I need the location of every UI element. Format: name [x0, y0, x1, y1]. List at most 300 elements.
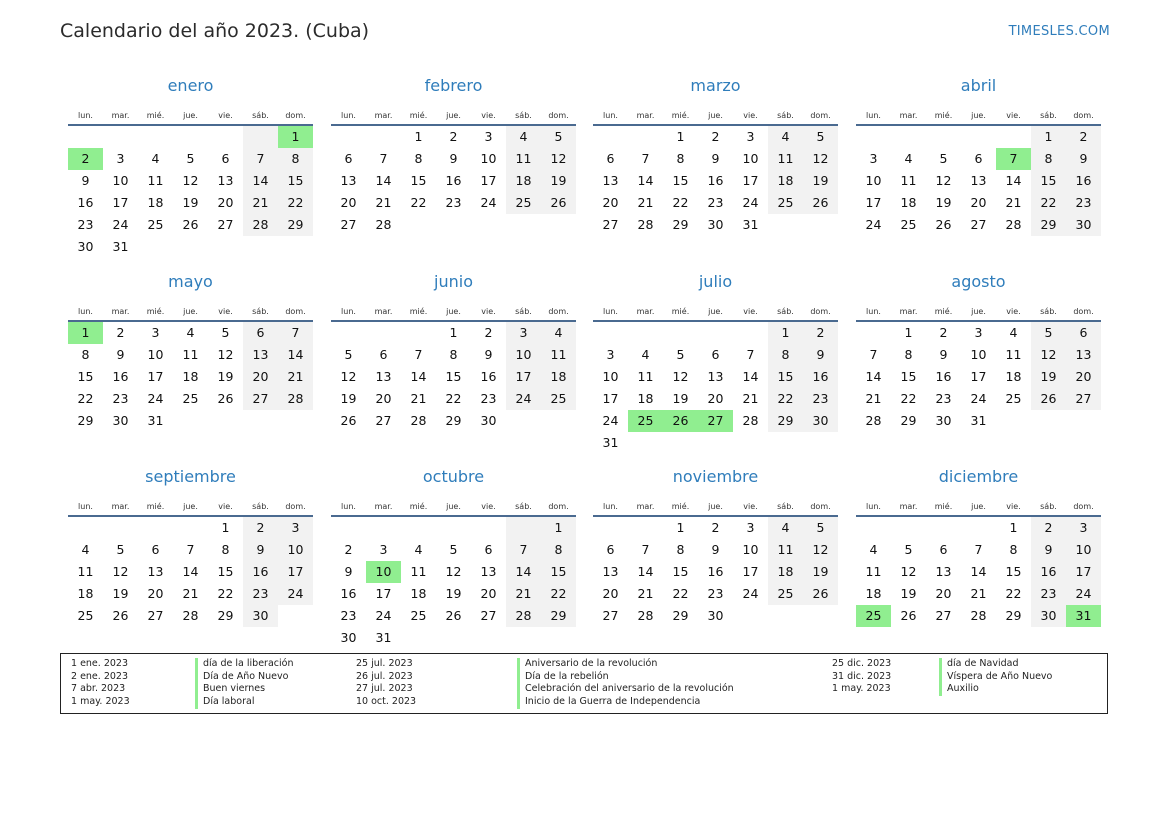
day-cell[interactable]: 18 — [147, 195, 164, 210]
day-cell[interactable]: 24 — [602, 413, 619, 428]
day-cell[interactable]: 18 — [900, 195, 917, 210]
day-cell[interactable]: 14 — [410, 369, 427, 384]
day-cell[interactable]: 17 — [742, 564, 759, 579]
day-cell[interactable]: 9 — [484, 347, 493, 362]
day-cell[interactable]: 27 — [698, 410, 733, 432]
day-cell[interactable]: 11 — [182, 347, 199, 362]
day-cell[interactable]: 27 — [147, 608, 164, 623]
day-cell[interactable]: 30 — [77, 239, 94, 254]
day-cell[interactable]: 11 — [768, 148, 803, 170]
day-cell[interactable]: 16 — [1031, 561, 1066, 583]
day-cell[interactable]: 6 — [344, 151, 353, 166]
day-cell[interactable]: 10 — [366, 561, 401, 583]
day-cell[interactable]: 23 — [112, 391, 129, 406]
day-cell[interactable]: 12 — [803, 148, 838, 170]
day-cell[interactable]: 3 — [606, 347, 615, 362]
day-cell[interactable]: 31 — [970, 413, 987, 428]
day-cell[interactable]: 17 — [278, 561, 313, 583]
day-cell[interactable]: 25 — [628, 410, 663, 432]
day-cell[interactable]: 6 — [711, 347, 720, 362]
day-cell[interactable]: 15 — [278, 170, 313, 192]
day-cell[interactable]: 9 — [711, 151, 720, 166]
day-cell[interactable]: 28 — [506, 605, 541, 627]
day-cell[interactable]: 21 — [637, 195, 654, 210]
day-cell[interactable]: 21 — [1005, 195, 1022, 210]
day-cell[interactable]: 16 — [935, 369, 952, 384]
day-cell[interactable]: 2 — [484, 325, 493, 340]
day-cell[interactable]: 20 — [602, 586, 619, 601]
day-cell[interactable]: 28 — [243, 214, 278, 236]
day-cell[interactable]: 20 — [340, 195, 357, 210]
day-cell[interactable]: 13 — [217, 173, 234, 188]
day-cell[interactable]: 22 — [217, 586, 234, 601]
day-cell[interactable]: 25 — [768, 583, 803, 605]
day-cell[interactable]: 1 — [541, 517, 576, 539]
day-cell[interactable]: 9 — [1031, 539, 1066, 561]
day-cell[interactable]: 29 — [672, 217, 689, 232]
day-cell[interactable]: 24 — [970, 391, 987, 406]
day-cell[interactable]: 29 — [445, 413, 462, 428]
day-cell[interactable]: 4 — [541, 322, 576, 344]
day-cell[interactable]: 9 — [81, 173, 90, 188]
day-cell[interactable]: 8 — [904, 347, 913, 362]
day-cell[interactable]: 15 — [217, 564, 234, 579]
day-cell[interactable]: 26 — [663, 410, 698, 432]
day-cell[interactable]: 16 — [1066, 170, 1101, 192]
day-cell[interactable]: 30 — [707, 217, 724, 232]
day-cell[interactable]: 19 — [935, 195, 952, 210]
day-cell[interactable]: 29 — [900, 413, 917, 428]
day-cell[interactable]: 18 — [506, 170, 541, 192]
day-cell[interactable]: 5 — [803, 126, 838, 148]
day-cell[interactable]: 26 — [541, 192, 576, 214]
day-cell[interactable]: 16 — [707, 173, 724, 188]
day-cell[interactable]: 25 — [182, 391, 199, 406]
day-cell[interactable]: 2 — [68, 148, 103, 170]
day-cell[interactable]: 22 — [672, 586, 689, 601]
day-cell[interactable]: 3 — [379, 542, 388, 557]
day-cell[interactable]: 24 — [742, 586, 759, 601]
day-cell[interactable]: 25 — [77, 608, 94, 623]
day-cell[interactable]: 31 — [147, 413, 164, 428]
day-cell[interactable]: 28 — [637, 217, 654, 232]
day-cell[interactable]: 5 — [344, 347, 353, 362]
day-cell[interactable]: 16 — [707, 564, 724, 579]
day-cell[interactable]: 12 — [672, 369, 689, 384]
day-cell[interactable]: 8 — [676, 542, 685, 557]
day-cell[interactable]: 14 — [970, 564, 987, 579]
day-cell[interactable]: 20 — [147, 586, 164, 601]
day-cell[interactable]: 16 — [480, 369, 497, 384]
day-cell[interactable]: 7 — [974, 542, 983, 557]
day-cell[interactable]: 8 — [414, 151, 423, 166]
day-cell[interactable]: 13 — [147, 564, 164, 579]
day-cell[interactable]: 15 — [900, 369, 917, 384]
day-cell[interactable]: 21 — [742, 391, 759, 406]
day-cell[interactable]: 15 — [1005, 564, 1022, 579]
day-cell[interactable]: 17 — [970, 369, 987, 384]
day-cell[interactable]: 24 — [147, 391, 164, 406]
day-cell[interactable]: 15 — [445, 369, 462, 384]
day-cell[interactable]: 21 — [243, 192, 278, 214]
day-cell[interactable]: 2 — [1031, 517, 1066, 539]
day-cell[interactable]: 24 — [1066, 583, 1101, 605]
day-cell[interactable]: 2 — [803, 322, 838, 344]
day-cell[interactable]: 23 — [803, 388, 838, 410]
day-cell[interactable]: 28 — [375, 217, 392, 232]
day-cell[interactable]: 4 — [641, 347, 650, 362]
day-cell[interactable]: 23 — [340, 608, 357, 623]
day-cell[interactable]: 6 — [484, 542, 493, 557]
day-cell[interactable]: 9 — [449, 151, 458, 166]
day-cell[interactable]: 26 — [182, 217, 199, 232]
day-cell[interactable]: 22 — [768, 388, 803, 410]
day-cell[interactable]: 13 — [935, 564, 952, 579]
day-cell[interactable]: 5 — [541, 126, 576, 148]
day-cell[interactable]: 17 — [480, 173, 497, 188]
day-cell[interactable]: 16 — [112, 369, 129, 384]
day-cell[interactable]: 1 — [676, 520, 685, 535]
day-cell[interactable]: 22 — [445, 391, 462, 406]
day-cell[interactable]: 30 — [935, 413, 952, 428]
day-cell[interactable]: 5 — [186, 151, 195, 166]
day-cell[interactable]: 10 — [112, 173, 129, 188]
day-cell[interactable]: 16 — [243, 561, 278, 583]
day-cell[interactable]: 27 — [340, 217, 357, 232]
day-cell[interactable]: 25 — [541, 388, 576, 410]
day-cell[interactable]: 12 — [217, 347, 234, 362]
day-cell[interactable]: 24 — [375, 608, 392, 623]
day-cell[interactable]: 12 — [803, 539, 838, 561]
day-cell[interactable]: 19 — [445, 586, 462, 601]
day-cell[interactable]: 2 — [116, 325, 125, 340]
day-cell[interactable]: 23 — [1066, 192, 1101, 214]
day-cell[interactable]: 14 — [865, 369, 882, 384]
day-cell[interactable]: 1 — [68, 322, 103, 344]
day-cell[interactable]: 1 — [1009, 520, 1018, 535]
day-cell[interactable]: 21 — [182, 586, 199, 601]
day-cell[interactable]: 14 — [278, 344, 313, 366]
day-cell[interactable]: 13 — [970, 173, 987, 188]
day-cell[interactable]: 20 — [602, 195, 619, 210]
day-cell[interactable]: 10 — [602, 369, 619, 384]
day-cell[interactable]: 19 — [340, 391, 357, 406]
day-cell[interactable]: 13 — [340, 173, 357, 188]
day-cell[interactable]: 14 — [243, 170, 278, 192]
day-cell[interactable]: 29 — [1031, 214, 1066, 236]
day-cell[interactable]: 16 — [77, 195, 94, 210]
day-cell[interactable]: 28 — [865, 413, 882, 428]
day-cell[interactable]: 15 — [1031, 170, 1066, 192]
day-cell[interactable]: 18 — [182, 369, 199, 384]
brand-link[interactable]: TIMESLES.COM — [1008, 24, 1110, 39]
day-cell[interactable]: 24 — [742, 195, 759, 210]
day-cell[interactable]: 27 — [217, 217, 234, 232]
day-cell[interactable]: 7 — [186, 542, 195, 557]
day-cell[interactable]: 8 — [1009, 542, 1018, 557]
day-cell[interactable]: 29 — [217, 608, 234, 623]
day-cell[interactable]: 3 — [1066, 517, 1101, 539]
day-cell[interactable]: 26 — [445, 608, 462, 623]
day-cell[interactable]: 29 — [1005, 608, 1022, 623]
day-cell[interactable]: 9 — [711, 542, 720, 557]
day-cell[interactable]: 26 — [340, 413, 357, 428]
day-cell[interactable]: 17 — [742, 173, 759, 188]
day-cell[interactable]: 14 — [1005, 173, 1022, 188]
day-cell[interactable]: 19 — [541, 170, 576, 192]
day-cell[interactable]: 28 — [970, 608, 987, 623]
day-cell[interactable]: 5 — [676, 347, 685, 362]
day-cell[interactable]: 5 — [939, 151, 948, 166]
day-cell[interactable]: 26 — [803, 192, 838, 214]
day-cell[interactable]: 7 — [414, 347, 423, 362]
day-cell[interactable]: 19 — [1031, 366, 1066, 388]
day-cell[interactable]: 25 — [1005, 391, 1022, 406]
day-cell[interactable]: 24 — [112, 217, 129, 232]
day-cell[interactable]: 11 — [1005, 347, 1022, 362]
day-cell[interactable]: 15 — [768, 366, 803, 388]
day-cell[interactable]: 26 — [900, 608, 917, 623]
day-cell[interactable]: 1 — [768, 322, 803, 344]
day-cell[interactable]: 25 — [856, 605, 891, 627]
day-cell[interactable]: 12 — [541, 148, 576, 170]
day-cell[interactable]: 22 — [541, 583, 576, 605]
day-cell[interactable]: 5 — [1031, 322, 1066, 344]
day-cell[interactable]: 28 — [278, 388, 313, 410]
day-cell[interactable]: 22 — [1005, 586, 1022, 601]
day-cell[interactable]: 25 — [147, 217, 164, 232]
day-cell[interactable]: 8 — [1031, 148, 1066, 170]
day-cell[interactable]: 8 — [221, 542, 230, 557]
day-cell[interactable]: 1 — [449, 325, 458, 340]
day-cell[interactable]: 21 — [506, 583, 541, 605]
day-cell[interactable]: 20 — [707, 391, 724, 406]
day-cell[interactable]: 7 — [996, 148, 1031, 170]
day-cell[interactable]: 12 — [112, 564, 129, 579]
day-cell[interactable]: 4 — [186, 325, 195, 340]
day-cell[interactable]: 24 — [480, 195, 497, 210]
day-cell[interactable]: 4 — [1009, 325, 1018, 340]
day-cell[interactable]: 30 — [480, 413, 497, 428]
day-cell[interactable]: 27 — [970, 217, 987, 232]
day-cell[interactable]: 16 — [803, 366, 838, 388]
day-cell[interactable]: 3 — [484, 129, 493, 144]
day-cell[interactable]: 6 — [379, 347, 388, 362]
day-cell[interactable]: 28 — [410, 413, 427, 428]
day-cell[interactable]: 19 — [803, 561, 838, 583]
day-cell[interactable]: 30 — [707, 608, 724, 623]
day-cell[interactable]: 18 — [637, 391, 654, 406]
day-cell[interactable]: 15 — [410, 173, 427, 188]
day-cell[interactable]: 27 — [602, 217, 619, 232]
day-cell[interactable]: 18 — [541, 366, 576, 388]
day-cell[interactable]: 2 — [939, 325, 948, 340]
day-cell[interactable]: 27 — [375, 413, 392, 428]
day-cell[interactable]: 18 — [410, 586, 427, 601]
day-cell[interactable]: 7 — [379, 151, 388, 166]
day-cell[interactable]: 23 — [707, 195, 724, 210]
day-cell[interactable]: 18 — [1005, 369, 1022, 384]
day-cell[interactable]: 10 — [1066, 539, 1101, 561]
day-cell[interactable]: 30 — [340, 630, 357, 645]
day-cell[interactable]: 15 — [541, 561, 576, 583]
day-cell[interactable]: 17 — [865, 195, 882, 210]
day-cell[interactable]: 29 — [77, 413, 94, 428]
day-cell[interactable]: 14 — [375, 173, 392, 188]
day-cell[interactable]: 30 — [1066, 214, 1101, 236]
day-cell[interactable]: 29 — [672, 608, 689, 623]
day-cell[interactable]: 18 — [768, 561, 803, 583]
day-cell[interactable]: 3 — [278, 517, 313, 539]
day-cell[interactable]: 21 — [970, 586, 987, 601]
day-cell[interactable]: 14 — [637, 173, 654, 188]
day-cell[interactable]: 9 — [243, 539, 278, 561]
day-cell[interactable]: 11 — [506, 148, 541, 170]
day-cell[interactable]: 25 — [410, 608, 427, 623]
day-cell[interactable]: 18 — [768, 170, 803, 192]
day-cell[interactable]: 18 — [77, 586, 94, 601]
day-cell[interactable]: 19 — [182, 195, 199, 210]
day-cell[interactable]: 20 — [375, 391, 392, 406]
day-cell[interactable]: 7 — [746, 347, 755, 362]
day-cell[interactable]: 23 — [480, 391, 497, 406]
day-cell[interactable]: 22 — [672, 195, 689, 210]
day-cell[interactable]: 2 — [344, 542, 353, 557]
day-cell[interactable]: 11 — [768, 539, 803, 561]
day-cell[interactable]: 29 — [768, 410, 803, 432]
day-cell[interactable]: 4 — [414, 542, 423, 557]
day-cell[interactable]: 1 — [221, 520, 230, 535]
day-cell[interactable]: 16 — [340, 586, 357, 601]
day-cell[interactable]: 22 — [77, 391, 94, 406]
day-cell[interactable]: 7 — [869, 347, 878, 362]
day-cell[interactable]: 13 — [243, 344, 278, 366]
day-cell[interactable]: 11 — [147, 173, 164, 188]
day-cell[interactable]: 2 — [243, 517, 278, 539]
day-cell[interactable]: 2 — [1066, 126, 1101, 148]
day-cell[interactable]: 5 — [449, 542, 458, 557]
day-cell[interactable]: 10 — [742, 542, 759, 557]
day-cell[interactable]: 6 — [974, 151, 983, 166]
day-cell[interactable]: 9 — [939, 347, 948, 362]
day-cell[interactable]: 31 — [742, 217, 759, 232]
day-cell[interactable]: 17 — [375, 586, 392, 601]
day-cell[interactable]: 25 — [900, 217, 917, 232]
day-cell[interactable]: 26 — [217, 391, 234, 406]
day-cell[interactable]: 6 — [1066, 322, 1101, 344]
day-cell[interactable]: 21 — [278, 366, 313, 388]
day-cell[interactable]: 5 — [904, 542, 913, 557]
day-cell[interactable]: 8 — [768, 344, 803, 366]
day-cell[interactable]: 23 — [77, 217, 94, 232]
day-cell[interactable]: 4 — [768, 126, 803, 148]
day-cell[interactable]: 3 — [116, 151, 125, 166]
day-cell[interactable]: 8 — [81, 347, 90, 362]
day-cell[interactable]: 11 — [541, 344, 576, 366]
day-cell[interactable]: 12 — [182, 173, 199, 188]
day-cell[interactable]: 1 — [278, 126, 313, 148]
day-cell[interactable]: 23 — [707, 586, 724, 601]
day-cell[interactable]: 5 — [116, 542, 125, 557]
day-cell[interactable]: 26 — [1031, 388, 1066, 410]
day-cell[interactable]: 17 — [506, 366, 541, 388]
day-cell[interactable]: 11 — [77, 564, 94, 579]
day-cell[interactable]: 1 — [414, 129, 423, 144]
day-cell[interactable]: 31 — [1066, 605, 1101, 627]
day-cell[interactable]: 21 — [637, 586, 654, 601]
day-cell[interactable]: 12 — [340, 369, 357, 384]
day-cell[interactable]: 20 — [1066, 366, 1101, 388]
day-cell[interactable]: 29 — [541, 605, 576, 627]
day-cell[interactable]: 15 — [672, 173, 689, 188]
day-cell[interactable]: 11 — [410, 564, 427, 579]
day-cell[interactable]: 17 — [602, 391, 619, 406]
day-cell[interactable]: 13 — [480, 564, 497, 579]
day-cell[interactable]: 30 — [243, 605, 278, 627]
day-cell[interactable]: 10 — [278, 539, 313, 561]
day-cell[interactable]: 4 — [81, 542, 90, 557]
day-cell[interactable]: 3 — [506, 322, 541, 344]
day-cell[interactable]: 6 — [606, 151, 615, 166]
day-cell[interactable]: 12 — [935, 173, 952, 188]
day-cell[interactable]: 22 — [410, 195, 427, 210]
day-cell[interactable]: 6 — [151, 542, 160, 557]
day-cell[interactable]: 17 — [112, 195, 129, 210]
day-cell[interactable]: 14 — [506, 561, 541, 583]
day-cell[interactable]: 7 — [506, 539, 541, 561]
day-cell[interactable]: 30 — [112, 413, 129, 428]
day-cell[interactable]: 6 — [243, 322, 278, 344]
day-cell[interactable]: 27 — [1066, 388, 1101, 410]
day-cell[interactable]: 13 — [707, 369, 724, 384]
day-cell[interactable]: 27 — [935, 608, 952, 623]
day-cell[interactable]: 20 — [970, 195, 987, 210]
day-cell[interactable]: 14 — [637, 564, 654, 579]
day-cell[interactable]: 13 — [602, 173, 619, 188]
day-cell[interactable]: 10 — [970, 347, 987, 362]
day-cell[interactable]: 10 — [865, 173, 882, 188]
day-cell[interactable]: 19 — [112, 586, 129, 601]
day-cell[interactable]: 23 — [935, 391, 952, 406]
day-cell[interactable]: 8 — [676, 151, 685, 166]
day-cell[interactable]: 3 — [151, 325, 160, 340]
day-cell[interactable]: 20 — [243, 366, 278, 388]
day-cell[interactable]: 1 — [1031, 126, 1066, 148]
day-cell[interactable]: 28 — [742, 413, 759, 428]
day-cell[interactable]: 19 — [672, 391, 689, 406]
day-cell[interactable]: 31 — [602, 435, 619, 450]
day-cell[interactable]: 1 — [904, 325, 913, 340]
day-cell[interactable]: 8 — [449, 347, 458, 362]
day-cell[interactable]: 17 — [147, 369, 164, 384]
day-cell[interactable]: 31 — [112, 239, 129, 254]
day-cell[interactable]: 27 — [602, 608, 619, 623]
day-cell[interactable]: 9 — [116, 347, 125, 362]
day-cell[interactable]: 13 — [375, 369, 392, 384]
day-cell[interactable]: 21 — [865, 391, 882, 406]
day-cell[interactable]: 9 — [344, 564, 353, 579]
day-cell[interactable]: 28 — [182, 608, 199, 623]
day-cell[interactable]: 12 — [1031, 344, 1066, 366]
day-cell[interactable]: 4 — [768, 517, 803, 539]
day-cell[interactable]: 4 — [904, 151, 913, 166]
day-cell[interactable]: 29 — [278, 214, 313, 236]
day-cell[interactable]: 24 — [506, 388, 541, 410]
day-cell[interactable]: 3 — [974, 325, 983, 340]
day-cell[interactable]: 7 — [641, 542, 650, 557]
day-cell[interactable]: 6 — [939, 542, 948, 557]
day-cell[interactable]: 12 — [900, 564, 917, 579]
